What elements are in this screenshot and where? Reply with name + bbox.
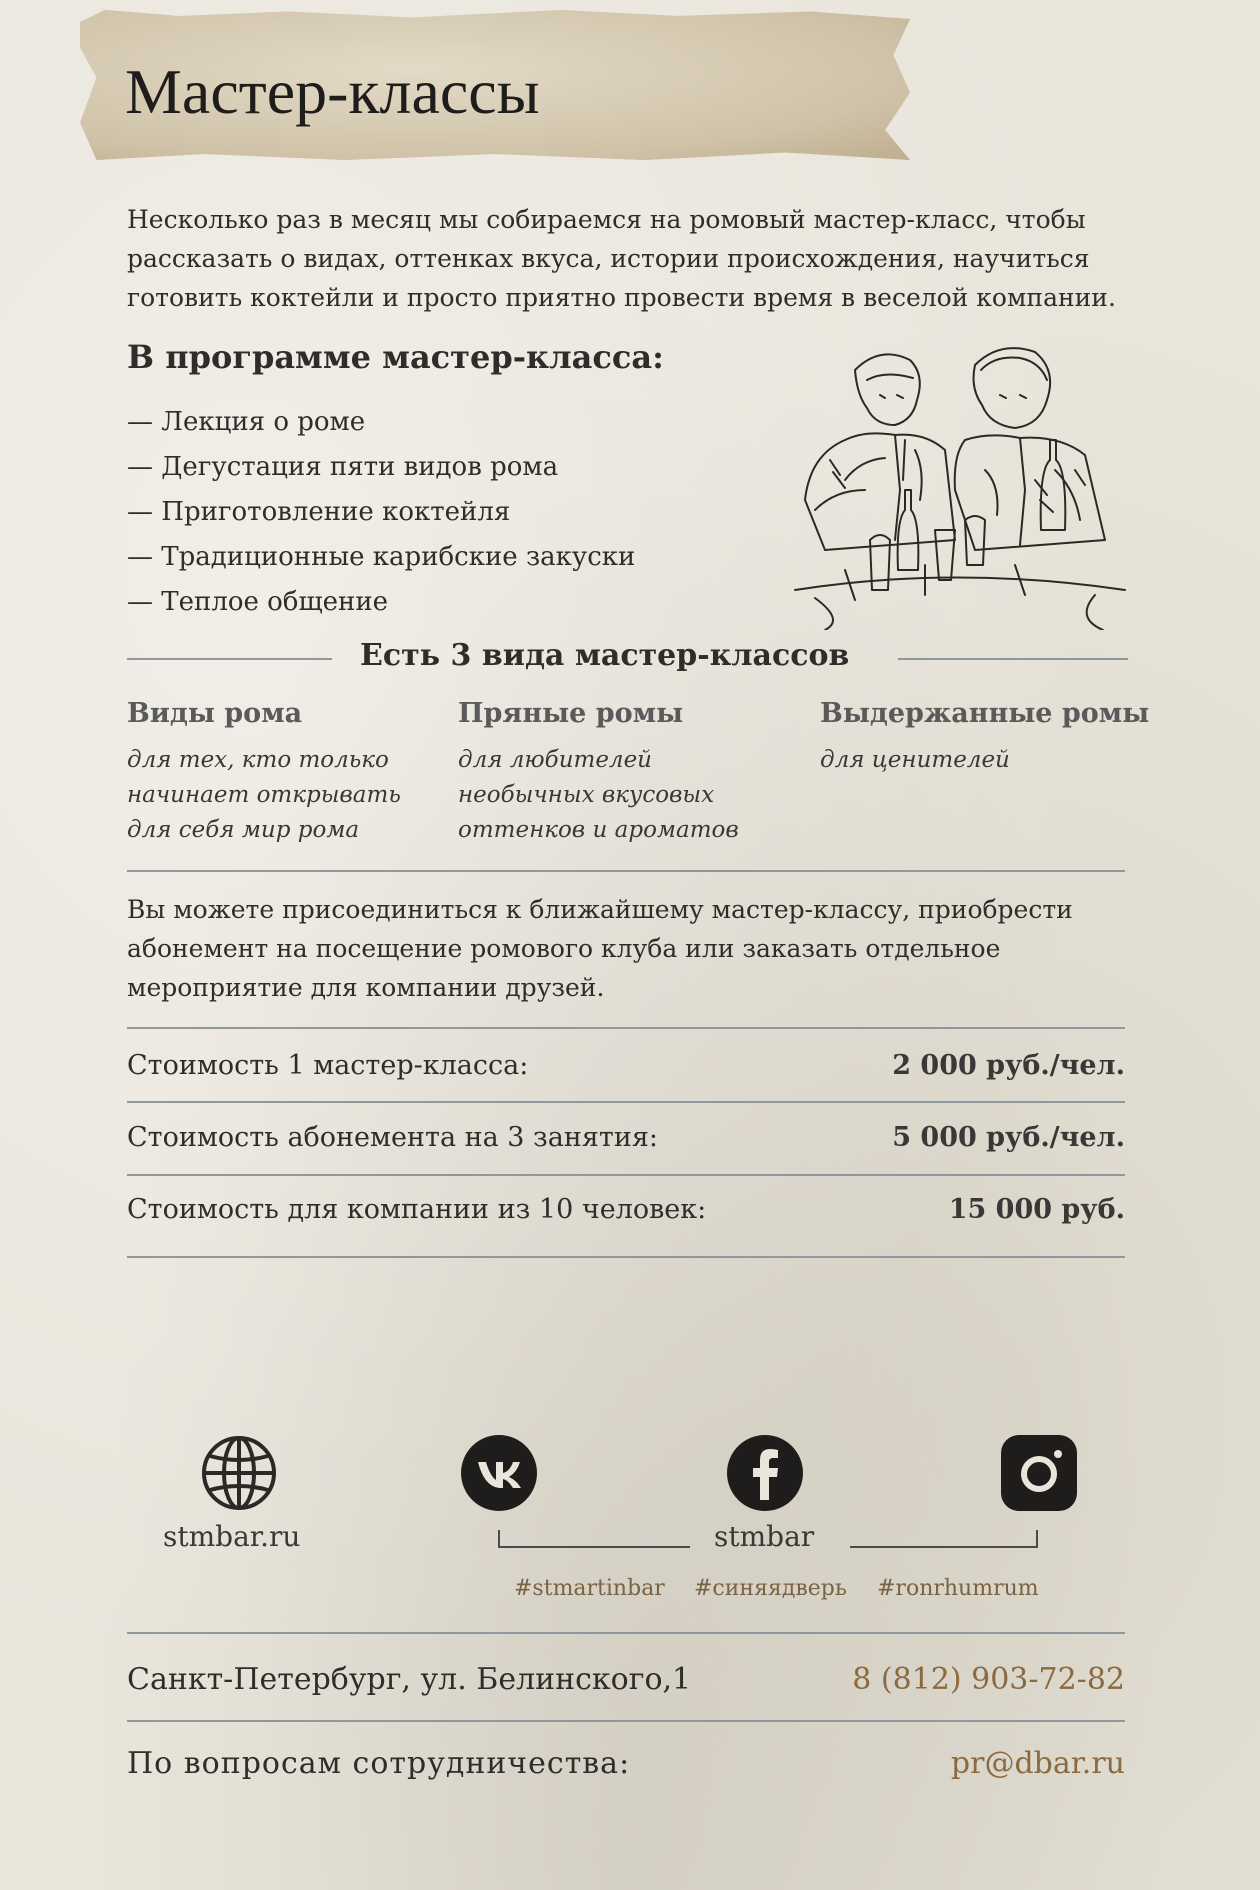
type-desc-line: необычных вкусовых (458, 782, 715, 808)
phone-number[interactable]: 8 (812) 903-72-82 (852, 1662, 1125, 1697)
facebook-icon[interactable] (726, 1434, 804, 1512)
program-item: — Теплое общение (127, 587, 389, 617)
type-desc-line: для ценителей (820, 747, 1010, 773)
social-handle[interactable]: stmbar (714, 1520, 815, 1553)
email-link[interactable]: pr@dbar.ru (950, 1746, 1125, 1781)
type-title: Виды рома (127, 698, 303, 729)
vk-icon[interactable] (460, 1434, 538, 1512)
price-label: Стоимость абонемента на 3 занятия: (127, 1122, 658, 1153)
website-link[interactable]: stmbar.ru (163, 1520, 301, 1553)
tasting-illustration (785, 340, 1130, 630)
type-desc-line: для тех, кто только (127, 747, 389, 773)
join-text: Вы можете присоединиться к ближайшему мастер-классу, приобрести абонемент на посещение ромового клуба или заказать отдельное мероприятие для компании друзей. (127, 895, 1073, 1002)
divider-line (127, 658, 332, 660)
bracket-line (498, 1530, 690, 1548)
hashtag[interactable]: #stmartinbar (514, 1576, 665, 1601)
type-description (458, 743, 739, 848)
address: Санкт-Петербург, ул. Белинского,1 (127, 1662, 692, 1697)
intro-text: Несколько раз в месяц мы собираемся на ромовый мастер-класс, чтобы рассказать о видах, оттенках вкуса, истории происхождения, научиться готовить коктейли и просто приятно провести время в веселой компании. (127, 205, 1116, 312)
price-value: 5 000 руб./чел. (892, 1122, 1125, 1153)
type-title: Пряные ромы (458, 698, 684, 729)
bracket-line (850, 1530, 1038, 1548)
program-item: — Лекция о роме (127, 407, 366, 437)
page-title: Мастер-классы (125, 56, 540, 127)
types-heading: Есть 3 вида мастер-классов (360, 638, 850, 673)
type-column (820, 698, 1149, 778)
price-value: 15 000 руб. (948, 1194, 1125, 1225)
price-label: Стоимость 1 мастер-класса: (127, 1050, 529, 1081)
type-description (127, 743, 401, 848)
hashtag[interactable]: #ronrhumrum (877, 1576, 1039, 1601)
program-heading: В программе мастер-класса: (127, 338, 664, 376)
divider-line (127, 870, 1125, 872)
divider-line (127, 1256, 1125, 1258)
type-column (458, 698, 739, 848)
cooperation-label: По вопросам сотрудничества: (127, 1746, 631, 1781)
type-desc-line: для любителей (458, 747, 652, 773)
type-title: Выдержанные ромы (820, 698, 1150, 729)
divider-line (127, 1632, 1125, 1634)
hashtag[interactable]: #синяядверь (694, 1576, 847, 1601)
price-value: 2 000 руб./чел. (892, 1050, 1125, 1081)
type-desc-line: начинает открывать (127, 782, 401, 808)
type-column (127, 698, 401, 848)
type-desc-line: оттенков и ароматов (458, 817, 739, 843)
program-list (127, 400, 635, 625)
program-item: — Приготовление коктейля (127, 497, 511, 527)
divider-line (898, 658, 1128, 660)
divider-line (127, 1101, 1125, 1103)
program-item: — Дегустация пяти видов рома (127, 452, 559, 482)
program-item: — Традиционные карибские закуски (127, 542, 636, 572)
globe-icon[interactable] (200, 1434, 278, 1512)
type-desc-line: для себя мир рома (127, 817, 360, 843)
instagram-icon[interactable] (1000, 1434, 1078, 1512)
divider-line (127, 1720, 1125, 1722)
type-description (820, 743, 1149, 778)
divider-line (127, 1174, 1125, 1176)
price-label: Стоимость для компании из 10 человек: (127, 1194, 707, 1225)
divider-line (127, 1027, 1125, 1029)
